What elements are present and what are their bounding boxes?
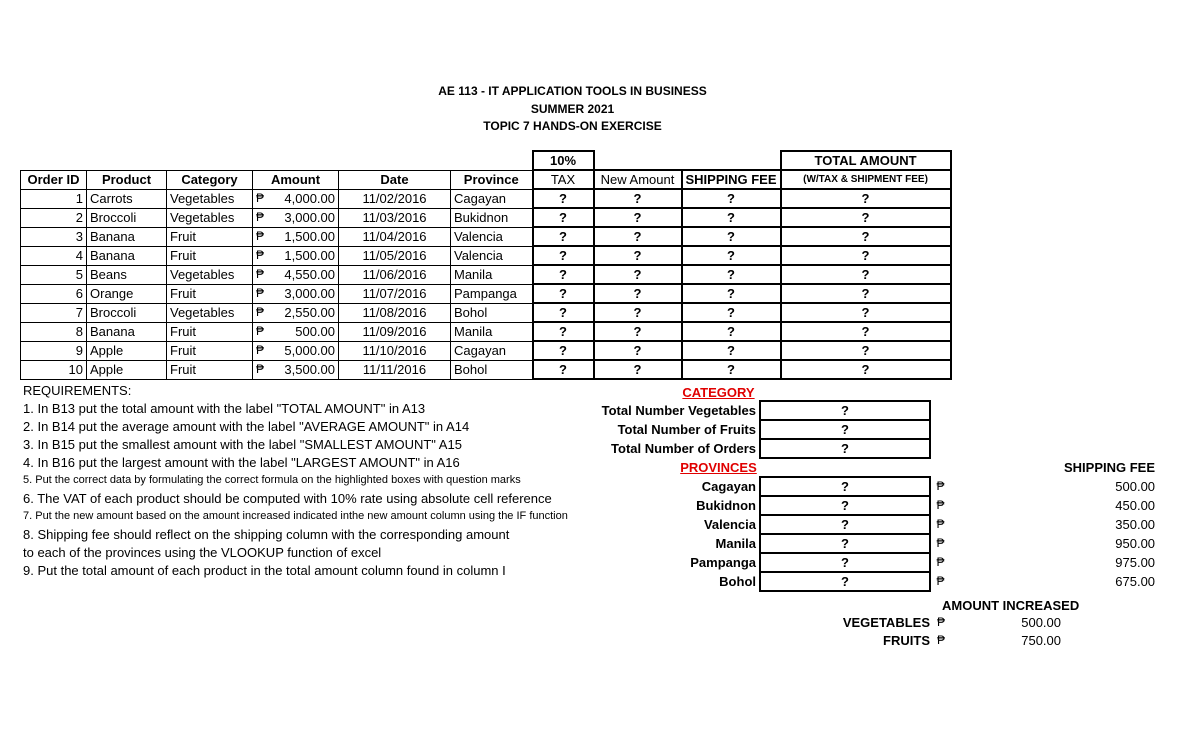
increase-label-vegetables: VEGETABLES [842,615,930,630]
province-count-cell[interactable]: ? [760,477,930,496]
peso-icon: ₱ [256,248,265,262]
tax-cell[interactable]: ? [533,303,594,322]
new-amount-cell[interactable]: ? [594,322,682,341]
header-shipping-fee: SHIPPING FEE [682,170,781,189]
header-product: Product [87,170,167,189]
province-cell[interactable]: Cagayan [451,341,533,360]
summary-table [580,383,1159,592]
requirements-heading: REQUIREMENTS: [23,383,132,398]
new-amount-cell[interactable]: ? [594,246,682,265]
requirement-3: 3. In B15 put the smallest amount with the label "SMALLEST AMOUNT" A15 [23,437,462,452]
orders-table [20,150,952,380]
new-amount-cell[interactable]: ? [594,303,682,322]
title-course: AE 113 - IT APPLICATION TOOLS IN BUSINESS [438,84,707,98]
province-shipping-fee[interactable]: 350.00 [1115,517,1156,532]
province-count-cell[interactable]: ? [760,553,930,572]
amount-cell[interactable] [253,341,339,360]
province-row [580,572,1158,591]
category-cell[interactable]: Fruit [167,341,253,360]
provinces-heading: PROVINCES [680,460,757,475]
date-cell[interactable]: 11/09/2016 [339,322,451,341]
category-cell[interactable]: Fruit [167,227,253,246]
header-amount: Amount [253,170,339,189]
amount-value: 3,000.00 [284,286,335,301]
province-row [580,515,1158,534]
product-cell[interactable]: Broccoli [87,303,167,322]
new-amount-cell[interactable]: ? [594,284,682,303]
date-cell[interactable]: 11/05/2016 [339,246,451,265]
peso-icon: ₱ [936,517,945,531]
header-total-sub: (W/TAX & SHIPMENT FEE) [781,170,951,189]
province-shipping-fee[interactable]: 950.00 [1115,536,1156,551]
amount-value: 1,500.00 [284,229,335,244]
tax-cell[interactable]: ? [533,246,594,265]
amount-cell[interactable] [253,284,339,303]
total-amount-cell[interactable]: ? [781,265,951,284]
order-id-cell[interactable]: 6 [21,284,87,303]
province-count-cell[interactable]: ? [760,515,930,534]
product-cell[interactable]: Carrots [87,189,167,208]
product-cell[interactable]: Apple [87,341,167,360]
increase-value-fruits[interactable]: 750.00 [1021,633,1061,648]
amount-cell[interactable] [253,322,339,341]
amount-cell[interactable] [253,208,339,227]
product-cell[interactable]: Beans [87,265,167,284]
province-name: Manila [715,536,756,551]
date-cell[interactable]: 11/10/2016 [339,341,451,360]
new-amount-cell[interactable]: ? [594,189,682,208]
province-row [580,477,1158,496]
category-label: Total Number Vegetables [601,403,756,418]
province-row [580,553,1158,572]
table-row [21,265,951,284]
total-amount-cell[interactable]: ? [781,322,951,341]
total-amount-cell[interactable]: ? [781,303,951,322]
category-row [580,401,1158,420]
peso-icon: ₱ [937,615,946,629]
new-amount-cell[interactable]: ? [594,341,682,360]
amount-value: 5,000.00 [284,343,335,358]
peso-icon: ₱ [936,479,945,493]
province-shipping-fee[interactable]: 975.00 [1115,555,1156,570]
product-cell[interactable]: Orange [87,284,167,303]
province-count-cell[interactable]: ? [760,572,930,591]
province-cell[interactable]: Bukidnon [451,208,533,227]
peso-icon: ₱ [256,324,265,338]
header-province: Province [451,170,533,189]
shipping-fee-label: SHIPPING FEE [1064,460,1156,475]
amount-cell[interactable] [253,265,339,284]
header-tax: TAX [533,170,594,189]
province-name: Pampanga [690,555,756,570]
order-id-cell[interactable]: 7 [21,303,87,322]
date-cell[interactable]: 11/11/2016 [339,360,451,379]
peso-icon: ₱ [256,362,265,376]
table-row [21,208,951,227]
province-count-cell[interactable]: ? [760,534,930,553]
requirement-6: 6. The VAT of each product should be computed with 10% rate using absolute cell reference [23,491,552,506]
requirement-1: 1. In B13 put the total amount with the label "TOTAL AMOUNT" in A13 [23,401,426,416]
table-header-row [21,170,951,189]
order-id-cell[interactable]: 5 [21,265,87,284]
product-cell[interactable]: Banana [87,227,167,246]
province-cell[interactable]: Manila [451,265,533,284]
amount-cell[interactable] [253,189,339,208]
requirement-8: 8. Shipping fee should reflect on the shipping column with the corresponding amount [23,527,510,542]
province-cell[interactable]: Cagayan [451,189,533,208]
header-new-amount: New Amount [594,170,682,189]
total-amount-cell[interactable]: ? [781,227,951,246]
province-shipping-fee[interactable]: 675.00 [1115,574,1156,589]
category-row [580,420,1158,439]
category-row [580,439,1158,458]
category-cell[interactable]: Vegetables [167,265,253,284]
date-cell[interactable]: 11/04/2016 [339,227,451,246]
tax-cell[interactable]: ? [533,322,594,341]
peso-icon: ₱ [937,633,946,647]
category-value-cell[interactable]: ? [760,401,930,420]
order-id-cell[interactable]: 3 [21,227,87,246]
product-cell[interactable]: Banana [87,322,167,341]
tax-rate-cell[interactable]: 10% [533,151,594,170]
table-row [21,341,951,360]
amount-value: 4,550.00 [284,267,335,282]
date-cell[interactable]: 11/08/2016 [339,303,451,322]
province-row [580,496,1158,515]
amount-value: 2,550.00 [284,305,335,320]
category-cell[interactable]: Fruit [167,284,253,303]
new-amount-cell[interactable]: ? [594,227,682,246]
peso-icon: ₱ [936,498,945,512]
amount-value: 4,000.00 [284,191,335,206]
table-row [21,284,951,303]
tax-cell[interactable]: ? [533,360,594,379]
category-label: Total Number of Fruits [617,422,756,437]
province-name: Bukidnon [696,498,756,513]
shipping-fee-cell[interactable]: ? [682,322,781,341]
order-id-cell[interactable]: 10 [21,360,87,379]
requirement-7: 7. Put the new amount based on the amount increased indicated inthe new amount column using the IF function [23,510,568,522]
table-row [21,322,951,341]
requirement-4: 4. In B16 put the largest amount with the label "LARGEST AMOUNT" in A16 [23,455,460,470]
amount-value: 3,500.00 [284,362,335,377]
tax-cell[interactable]: ? [533,227,594,246]
new-amount-cell[interactable]: ? [594,208,682,227]
total-amount-header: TOTAL AMOUNT [781,151,951,170]
date-cell[interactable]: 11/07/2016 [339,284,451,303]
peso-icon: ₱ [256,210,265,224]
shipping-fee-cell[interactable]: ? [682,208,781,227]
header-category: Category [167,170,253,189]
amount-cell[interactable] [253,227,339,246]
header-date: Date [339,170,451,189]
total-amount-cell[interactable]: ? [781,189,951,208]
amount-cell[interactable] [253,303,339,322]
amount-increased-heading: AMOUNT INCREASED [942,598,1080,613]
tax-cell[interactable]: ? [533,341,594,360]
province-cell[interactable]: Bohol [451,303,533,322]
amount-value: 1,500.00 [284,248,335,263]
title-term: SUMMER 2021 [530,102,615,116]
shipping-fee-cell[interactable]: ? [682,246,781,265]
peso-icon: ₱ [256,305,265,319]
date-cell[interactable]: 11/03/2016 [339,208,451,227]
province-cell[interactable]: Bohol [451,360,533,379]
table-row [21,303,951,322]
category-cell[interactable]: Fruit [167,246,253,265]
province-shipping-fee[interactable]: 450.00 [1115,498,1156,513]
header-order-id: Order ID [21,170,87,189]
total-amount-cell[interactable]: ? [781,284,951,303]
title-topic: TOPIC 7 HANDS-ON EXERCISE [483,119,662,133]
tax-cell[interactable]: ? [533,265,594,284]
total-amount-cell[interactable]: ? [781,360,951,379]
new-amount-cell[interactable]: ? [594,265,682,284]
product-cell[interactable]: Banana [87,246,167,265]
province-row [580,534,1158,553]
province-cell[interactable]: Valencia [451,227,533,246]
increase-label-fruits: FRUITS [883,633,930,648]
table-row [21,227,951,246]
category-cell[interactable]: Vegetables [167,208,253,227]
province-name: Bohol [719,574,756,589]
date-cell[interactable]: 11/02/2016 [339,189,451,208]
table-row [21,189,951,208]
peso-icon: ₱ [256,229,265,243]
total-amount-cell[interactable]: ? [781,341,951,360]
peso-icon: ₱ [256,267,265,281]
table-row [21,360,951,379]
new-amount-cell[interactable]: ? [594,360,682,379]
shipping-fee-cell[interactable]: ? [682,360,781,379]
shipping-fee-cell[interactable]: ? [682,189,781,208]
amount-cell[interactable] [253,246,339,265]
total-amount-cell[interactable]: ? [781,246,951,265]
category-label: Total Number of Orders [611,441,756,456]
peso-icon: ₱ [256,343,265,357]
order-id-cell[interactable]: 1 [21,189,87,208]
category-cell[interactable]: Vegetables [167,303,253,322]
amount-cell[interactable] [253,360,339,379]
total-amount-cell[interactable]: ? [781,208,951,227]
product-cell[interactable]: Apple [87,360,167,379]
province-cell[interactable]: Pampanga [451,284,533,303]
province-shipping-fee[interactable]: 500.00 [1115,479,1156,494]
requirement-2: 2. In B14 put the average amount with the label "AVERAGE AMOUNT" in A14 [23,419,470,434]
province-name: Valencia [703,517,756,532]
peso-icon: ₱ [936,574,945,588]
peso-icon: ₱ [256,286,265,300]
requirement-8-cont: to each of the provinces using the VLOOKUP function of excel [23,545,382,560]
category-cell[interactable]: Fruit [167,360,253,379]
shipping-fee-cell[interactable]: ? [682,341,781,360]
category-value-cell[interactable]: ? [760,439,930,458]
peso-icon: ₱ [256,191,265,205]
shipping-fee-cell[interactable]: ? [682,227,781,246]
category-cell[interactable]: Fruit [167,322,253,341]
order-id-cell[interactable]: 2 [21,208,87,227]
shipping-fee-cell[interactable]: ? [682,303,781,322]
tax-cell[interactable]: ? [533,189,594,208]
date-cell[interactable]: 11/06/2016 [339,265,451,284]
category-value-cell[interactable]: ? [760,420,930,439]
amount-value: 500.00 [295,324,335,339]
peso-icon: ₱ [936,536,945,550]
shipping-fee-cell[interactable]: ? [682,265,781,284]
product-cell[interactable]: Broccoli [87,208,167,227]
province-count-cell[interactable]: ? [760,496,930,515]
amount-value: 3,000.00 [284,210,335,225]
tax-cell[interactable]: ? [533,208,594,227]
order-id-cell[interactable]: 8 [21,322,87,341]
shipping-fee-cell[interactable]: ? [682,284,781,303]
category-heading: CATEGORY [682,384,755,400]
requirement-9: 9. Put the total amount of each product in the total amount column found in column I [23,563,506,578]
tax-cell[interactable]: ? [533,284,594,303]
order-id-cell[interactable]: 9 [21,341,87,360]
peso-icon: ₱ [936,555,945,569]
increase-value-vegetables[interactable]: 500.00 [1021,615,1061,630]
province-cell[interactable]: Valencia [451,246,533,265]
province-name: Cagayan [701,479,756,494]
requirement-5: 5. Put the correct data by formulating the correct formula on the highlighted boxes with question marks [23,474,521,486]
order-id-cell[interactable]: 4 [21,246,87,265]
table-row [21,246,951,265]
province-cell[interactable]: Manila [451,322,533,341]
category-cell[interactable]: Vegetables [167,189,253,208]
